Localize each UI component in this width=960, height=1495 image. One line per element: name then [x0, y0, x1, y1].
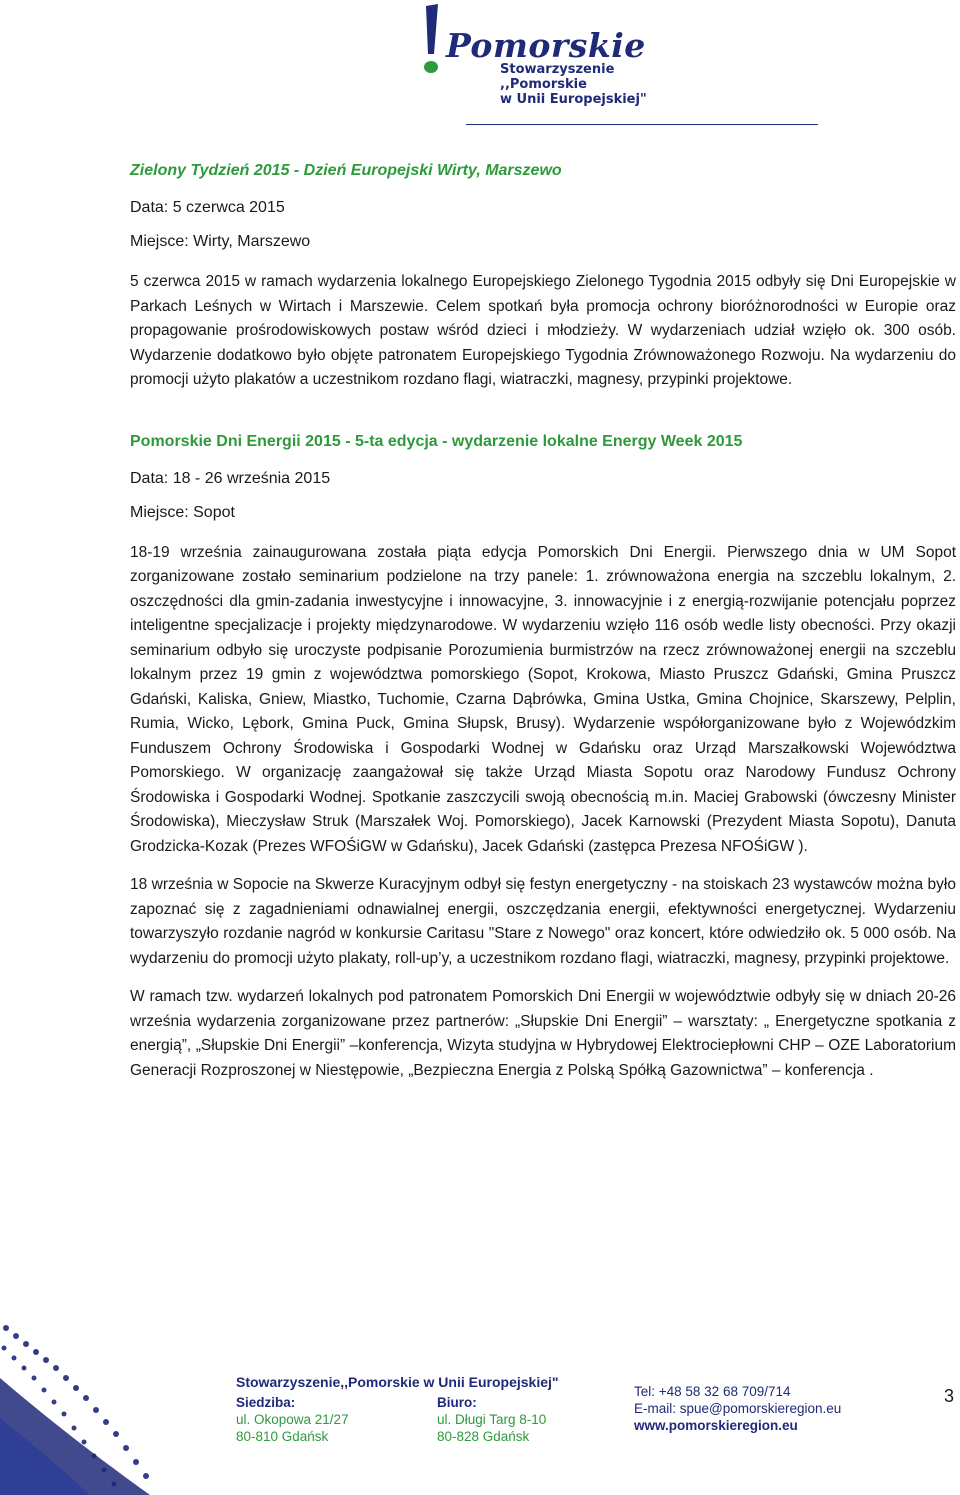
section-body-paragraph: 18-19 września zainaugurowana została piąta edycja Pomorskich Dni Energii. Pierwszego dnia w UM Sopot zorganizowane zostało seminarium podzielone na trzy panele: 1. zrównoważona energia na szczeblu lokalnym, 2. oszczędności dla gmin-zadania inwestycyjne i innowacyjne, 3. innowacyjnie i z energią-rozwijanie potencjału poprzez inteligentne specjalizacje i projekty międzynarodowe. W wydarzeniu wzięło 116 osób wedle listy obecności. Przy okazji seminarium odbyło się uroczyste podpisanie Porozumienia burmistrzów na rzecz zrównoważonej energii na szczeblu lokalnym przez 19 gmin z województwa pomorskiego (Sopot, Krokowa, Miasto Pruszcz Gdański, Gmina Pruszcz Gdański, Kaliska, Gniew, Miastko, Tuchomie, Czarna Dąbrówka, Gmina Ustka, Gmina Chojnice, Skarszewy, Pelplin, Rumia, Wicko, Lębork, Gmina Puck, Gmina Słupsk, Brusy). Wydarzenie współorganizowane było z Wojewódzkim Funduszem Ochrony Środowiska i Gospodarki Wodnej w Gdańsku oraz Urząd Marszałkowski Województwa Pomorskiego. W organizację zaangażował się także Urząd Miasta Sopotu oraz Narodowy Fundusz Ochrony Środowiska i Gospodarki Wodnej. Spotkanie zaszczycili swoją obecnością m.in. Maciej Grabowski (ówczesny Minister Środowiska), Mieczysław Struk (Marszałek Woj. Pomorskiego), Jacek Karnowski (Prezydent Miasta Sopotu), Danuta Grodzicka-Kozak (Prezes WFOŚiGW w Gdańsku), Jacek Gdański (zastępca Prezesa NFOŚiGW ). — [130, 543, 956, 855]
section-title: Zielony Tydzień 2015 - Dzień Europejski Wirty, Marszewo — [130, 162, 562, 179]
event-date: Data: 18 - 26 września 2015 — [130, 469, 331, 487]
logo-subtitle: Stowarzyszenie ,,Pomorskie w Unii Europejskiej" — [500, 62, 647, 107]
footer-office-address: Biuro: ul. Długi Targ 8-10 80-828 Gdańsk — [437, 1395, 547, 1444]
section-body-paragraph: 5 czerwca 2015 w ramach wydarzenia lokalnego Europejskiego Zielonego Tygodnia 2015 odbyły się Dni Europejskie w Parkach Leśnych w Wirtach i Marszewie. Celem spotkań była promocja ochrony bioróżnorodności w Europie oraz propagowanie prośrodowiskowych postaw wśród dzieci i młodzieży. W wydarzeniach udział wzięło ok. 300 osób. Wydarzenie dodatkowo było objęte patronatem Europejskiego Tygodnia Zrównoważonego Rozwoju. Na wydarzeniu do promocji użyto plakatów a uczestnikom rozdano flagi, wiatraczki, magnesy, przypinki projektowe. — [130, 273, 956, 388]
section-green-week — [130, 158, 956, 393]
footer-contact — [634, 1383, 841, 1434]
event-date: Data: 5 czerwca 2015 — [130, 199, 285, 216]
footer-website-link[interactable]: www.pomorskieregion.eu — [634, 1418, 798, 1433]
section-energy-days — [130, 429, 956, 1084]
event-place: Miejsce: Sopot — [130, 503, 235, 521]
footer-phone: Tel: +48 58 32 68 709/714 — [634, 1384, 791, 1399]
section-body-paragraph: 18 września w Sopocie na Skwerze Kuracyjnym odbył się festyn energetyczny - na stoiskach 23 wystawców można było zapoznać się z zagadnieniami odnawialnej energii, oszczędzania energii, efektywności energetycznej. Wydarzeniu towarzyszyło rozdanie nagród w konkursie Caritasu "Stare z Nowego" oraz koncert, które odwiedziło ok. 5 000 osób. Na wydarzeniu do promocji użyto plakaty, roll-up’y, a uczestnikom rozdano flagi, wiatraczki, magnesy, przypinki projektowe. — [130, 876, 956, 967]
logo-wordmark: Pomorskie — [446, 26, 646, 65]
footer-decoration-graphic — [0, 1318, 260, 1495]
footer-email-link[interactable]: E-mail: spue@pomorskieregion.eu — [634, 1401, 842, 1416]
exclamation-logo-icon — [418, 4, 444, 76]
document-body — [130, 158, 956, 1083]
footer-seat-address: Siedziba: ul. Okopowa 21/27 80-810 Gdańsk — [236, 1395, 349, 1444]
organization-logo — [418, 4, 650, 112]
section-body-paragraph: W ramach tzw. wydarzeń lokalnych pod patronatem Pomorskich Dni Energii w województwie odbyły się w dniach 20-26 września wydarzenia zorganizowane przez partnerów: „Słupskie Dni Energii” – warsztaty: „ Energetyczne spotkania z energią”, „Słupskie Dni Energii” –konferencja, Wizyta studyjna w Hybrydowej Elektrociepłowni CHP – OZE Laboratorium Generacji Rozproszonej w Niestępowie, „Bezpieczna Energia z Polską Spółką Gazownictwa” – konferencja . — [130, 988, 956, 1079]
page-number: 3 — [944, 1386, 955, 1406]
footer-organization-name: Stowarzyszenie,,Pomorskie w Unii Europejskiej" — [236, 1374, 559, 1390]
section-title: Pomorskie Dni Energii 2015 - 5-ta edycja - wydarzenie lokalne Energy Week 2015 — [130, 432, 743, 450]
event-place: Miejsce: Wirty, Marszewo — [130, 233, 311, 250]
header-divider — [466, 124, 818, 125]
